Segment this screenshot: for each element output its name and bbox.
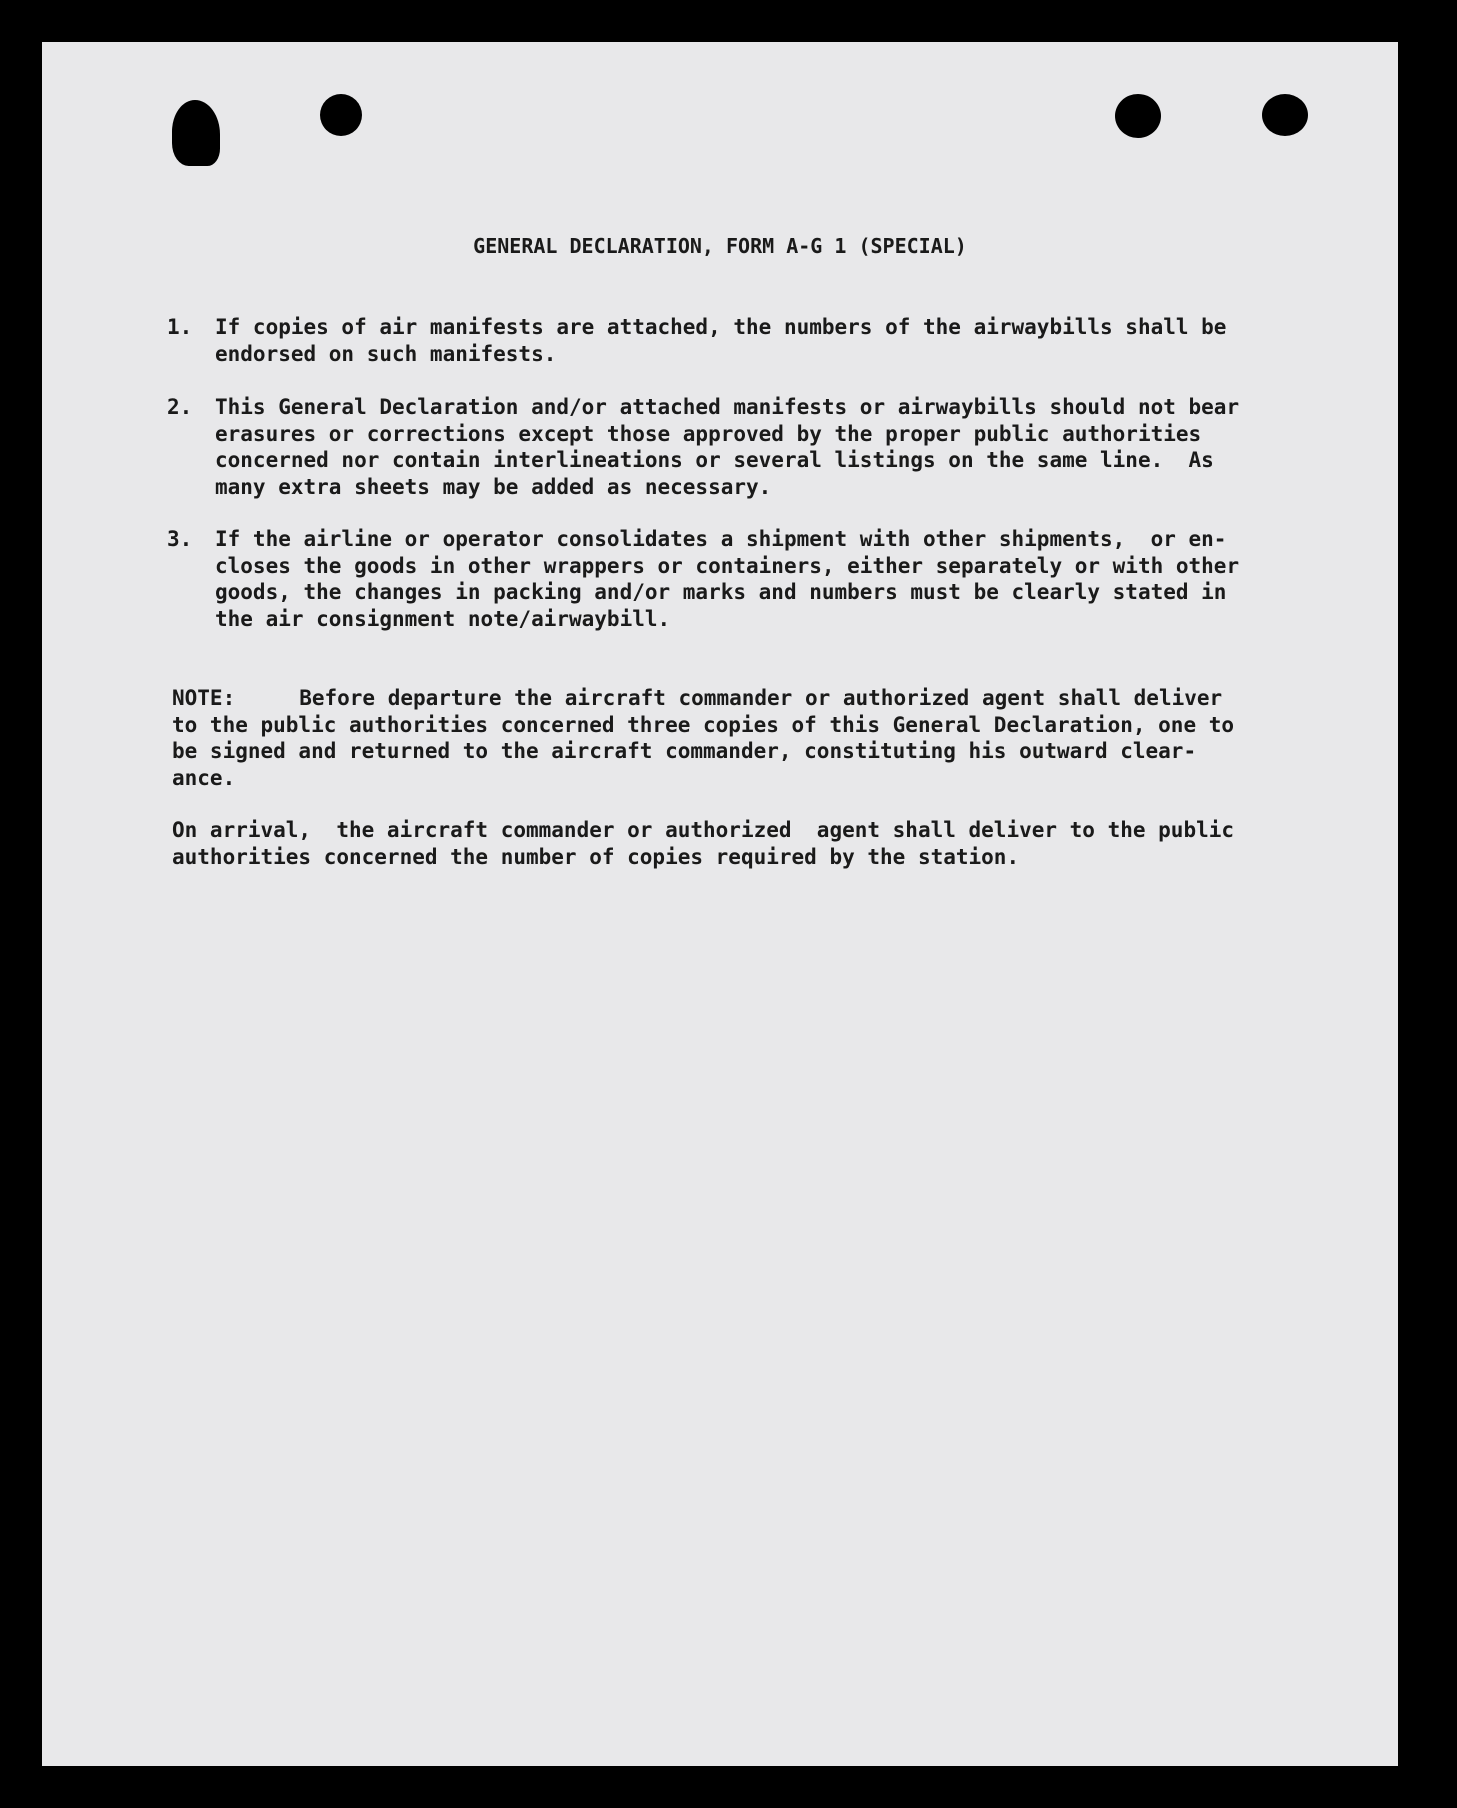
text-line: the air consignment note/airwaybill. (215, 606, 671, 631)
text-line: On arrival, the aircraft commander or authorized agent shall deliver to the public (172, 818, 1235, 842)
document-page (42, 42, 1398, 1766)
note-first-line: Before departure the aircraft commander or authorized agent shall deliver (299, 686, 1223, 710)
note-label: NOTE: (172, 686, 236, 710)
text-line: This General Declaration and/or attached manifests or airwaybills should not bear (215, 395, 1240, 419)
text-line: endorsed on such manifests. (215, 341, 557, 366)
punch-hole-icon (320, 94, 362, 136)
item-number: 1. (167, 315, 193, 339)
text-line: erasures or corrections except those approved by the proper public authorities (215, 421, 1202, 446)
item-number: 3. (167, 527, 193, 551)
item-text (215, 526, 1337, 632)
text-line: ance. (172, 765, 236, 790)
text-line: If copies of air manifests are attached, the numbers of the airwaybills shall be (215, 315, 1227, 339)
item-text (215, 314, 1337, 367)
item-text (215, 394, 1337, 500)
item-number: 2. (167, 395, 193, 419)
text-line: closes the goods in other wrappers or containers, either separately or with other (215, 553, 1240, 578)
text-line: concerned nor contain interlineations or several listings on the same line. As (215, 448, 1214, 472)
arrival-paragraph (172, 817, 1342, 870)
punch-hole-icon (1262, 94, 1308, 136)
text-line: authorities concerned the number of copies required by the station. (172, 844, 1020, 869)
text-line: to the public authorities concerned three copies of this General Declaration, one to (172, 712, 1235, 737)
punch-hole-icon (1115, 94, 1161, 138)
text-line (172, 685, 1342, 712)
document-title: GENERAL DECLARATION, FORM A-G 1 (SPECIAL) (473, 234, 967, 258)
text-line: be signed and returned to the aircraft commander, constituting his outward clear- (172, 739, 1197, 763)
note-paragraph (172, 685, 1342, 791)
punch-hole-icon (172, 100, 220, 166)
text-line: many extra sheets may be added as necessary. (215, 474, 772, 499)
text-line: If the airline or operator consolidates a shipment with other shipments, or en- (215, 527, 1227, 551)
text-line: goods, the changes in packing and/or marks and numbers must be clearly stated in (215, 580, 1227, 604)
